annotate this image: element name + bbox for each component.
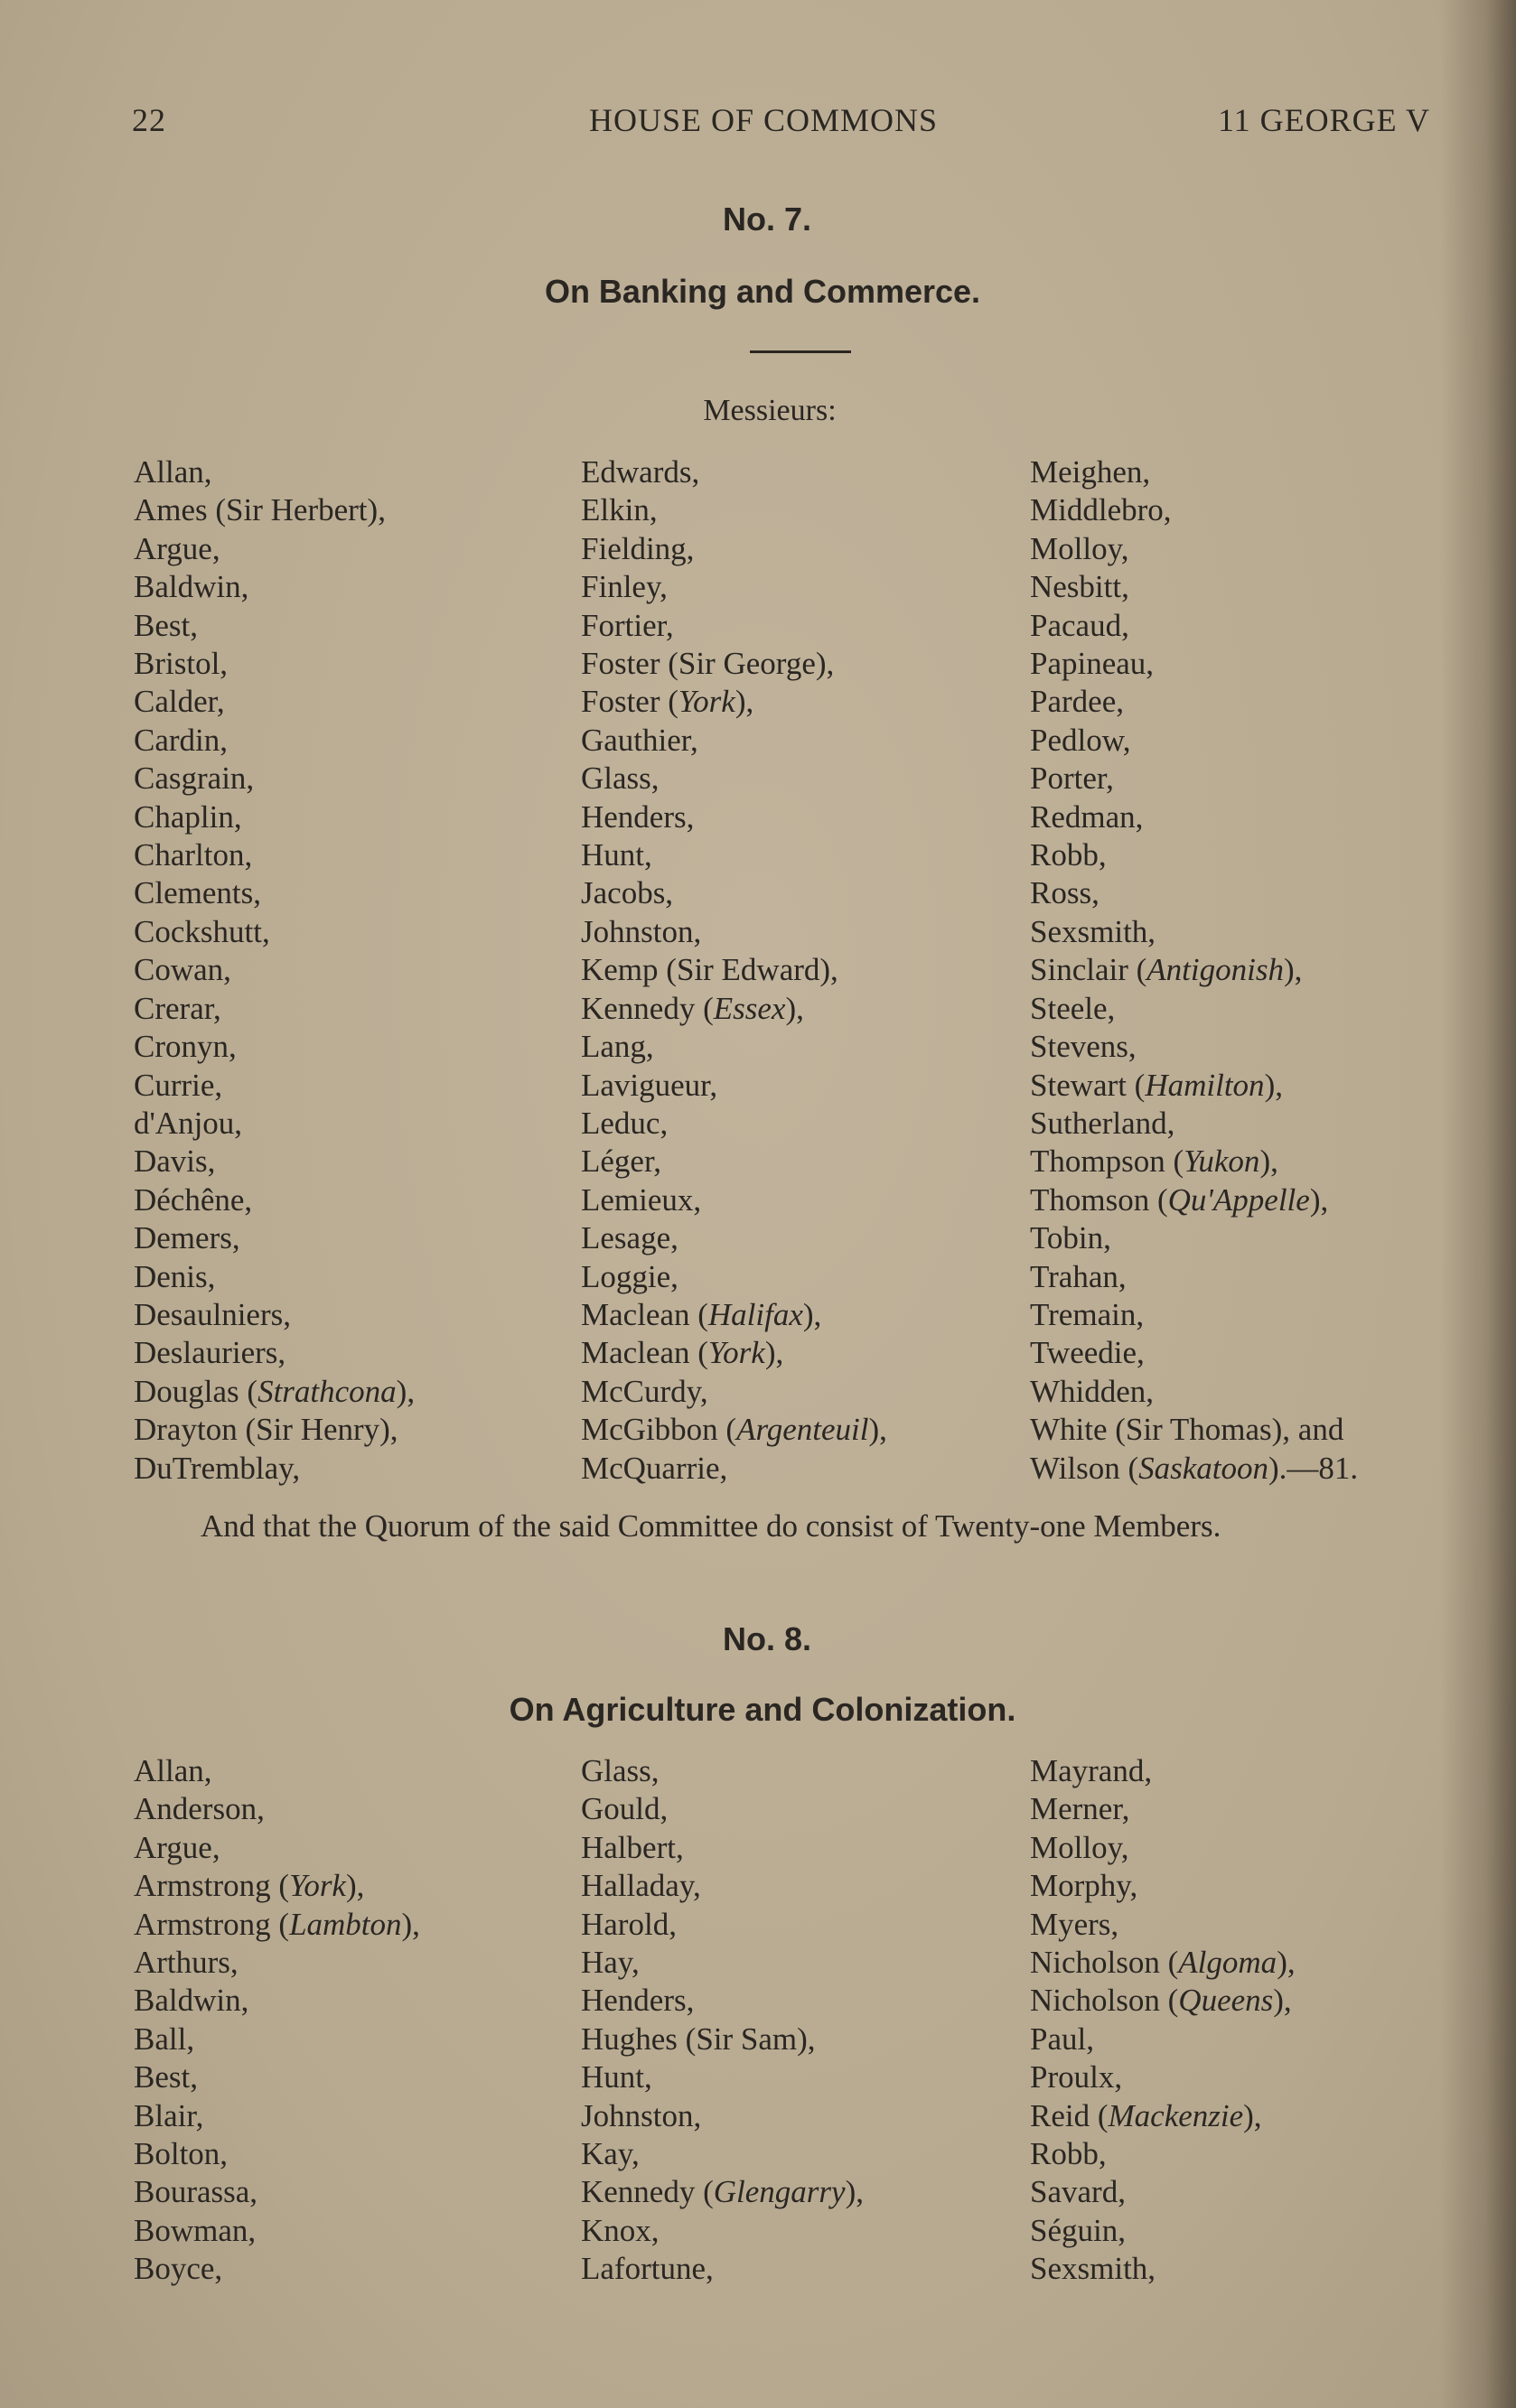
member-entry: Sexsmith, xyxy=(1030,2251,1156,2287)
member-entry: Nesbitt, xyxy=(1030,569,1129,605)
member-entry: Anderson, xyxy=(134,1791,265,1827)
committee-7-column-3 xyxy=(1030,453,1358,1488)
member-entry: Best, xyxy=(134,607,198,643)
running-header xyxy=(0,101,1516,146)
member-entry: Lafortune, xyxy=(581,2251,714,2287)
member-entry: Proulx, xyxy=(1030,2059,1123,2095)
member-entry: Reid (Mackenzie), xyxy=(1030,2097,1262,2133)
member-entry: Boyce, xyxy=(134,2251,223,2287)
member-entry: Henders, xyxy=(581,1983,695,2019)
member-entry: Paul, xyxy=(1030,2021,1094,2057)
member-entry: White (Sir Thomas), and xyxy=(1030,1412,1344,1448)
member-entry: Tweedie, xyxy=(1030,1335,1145,1371)
member-entry: Ball, xyxy=(134,2021,195,2057)
member-entry: Cardin, xyxy=(134,722,229,758)
member-entry: Deslauriers, xyxy=(134,1335,286,1371)
member-entry: Stewart (Hamilton), xyxy=(1030,1067,1283,1103)
member-entry: Meighen, xyxy=(1030,454,1151,490)
member-entry: Henders, xyxy=(581,798,695,835)
committee-8-column-3 xyxy=(1030,1752,1296,2289)
member-entry: Tremain, xyxy=(1030,1296,1145,1332)
member-entry: Savard, xyxy=(1030,2174,1126,2210)
committee-7-column-2 xyxy=(581,453,887,1488)
member-entry: Déchêne, xyxy=(134,1181,253,1218)
member-entry: Papineau, xyxy=(1030,646,1155,682)
member-entry: Drayton (Sir Henry), xyxy=(134,1412,398,1448)
committee-7-number: No. 7. xyxy=(722,201,811,238)
member-entry: Trahan, xyxy=(1030,1258,1127,1294)
member-entry: Johnston, xyxy=(581,2097,702,2133)
member-entry: Mayrand, xyxy=(1030,1753,1153,1788)
member-entry: Casgrain, xyxy=(134,761,255,797)
member-entry: Argue, xyxy=(134,530,220,566)
member-entry: Thompson (Yukon), xyxy=(1030,1143,1278,1180)
member-entry: Fortier, xyxy=(581,607,674,643)
member-entry: Sinclair (Antigonish), xyxy=(1030,952,1303,988)
member-entry: Lang, xyxy=(581,1029,654,1065)
member-entry: Wilson (Saskatoon).—81. xyxy=(1030,1450,1359,1486)
member-entry: Maclean (Halifax), xyxy=(581,1296,822,1332)
member-entry: Douglas (Strathcona), xyxy=(134,1373,416,1409)
member-entry: Redman, xyxy=(1030,798,1144,835)
committee-7-column-1 xyxy=(134,453,415,1488)
member-entry: Blair, xyxy=(134,2097,204,2133)
member-entry: Elkin, xyxy=(581,492,658,528)
header-title: HOUSE OF COMMONS xyxy=(589,102,939,138)
member-entry: Pardee, xyxy=(1030,684,1124,720)
header-session: 11 GEORGE V xyxy=(1218,102,1430,138)
committee-8-title: On Agriculture and Colonization. xyxy=(509,1691,1016,1728)
member-entry: Edwards, xyxy=(581,454,700,490)
page-number: 22 xyxy=(132,102,166,138)
member-entry: Bristol, xyxy=(134,646,229,682)
member-entry: Morphy, xyxy=(1030,1868,1138,1904)
member-entry: Pacaud, xyxy=(1030,607,1129,643)
member-entry: Loggie, xyxy=(581,1258,678,1294)
member-entry: Demers, xyxy=(134,1220,240,1256)
member-entry: Glass, xyxy=(581,761,660,797)
member-entry: Leduc, xyxy=(581,1105,669,1141)
member-entry: Denis, xyxy=(134,1258,216,1294)
member-entry: Stevens, xyxy=(1030,1029,1137,1065)
member-entry: Calder, xyxy=(134,684,225,720)
member-entry: Cockshutt, xyxy=(134,913,270,949)
member-entry: Crerar, xyxy=(134,990,221,1026)
title-rule xyxy=(750,350,851,353)
member-entry: Hughes (Sir Sam), xyxy=(581,2021,816,2057)
member-entry: Arthurs, xyxy=(134,1945,239,1981)
member-entry: Halbert, xyxy=(581,1829,684,1865)
member-entry: Middlebro, xyxy=(1030,492,1172,528)
member-entry: Whidden, xyxy=(1030,1373,1155,1409)
member-entry: Kay, xyxy=(581,2136,640,2172)
member-entry: Armstrong (Lambton), xyxy=(134,1906,420,1942)
member-entry: DuTremblay, xyxy=(134,1450,301,1486)
committee-8-column-1 xyxy=(134,1752,420,2289)
member-entry: Harold, xyxy=(581,1906,677,1942)
member-entry: Chaplin, xyxy=(134,798,242,835)
member-entry: Nicholson (Queens), xyxy=(1030,1983,1292,2019)
member-entry: Currie, xyxy=(134,1067,223,1103)
member-entry: Allan, xyxy=(134,1753,212,1788)
committee-8-number: No. 8. xyxy=(722,1620,811,1657)
member-entry: Kennedy (Glengarry), xyxy=(581,2174,864,2210)
member-entry: Glass, xyxy=(581,1753,660,1788)
member-entry: Best, xyxy=(134,2059,198,2095)
member-entry: Charlton, xyxy=(134,837,253,873)
member-entry: Finley, xyxy=(581,569,668,605)
member-entry: Pedlow, xyxy=(1030,722,1131,758)
member-entry: Porter, xyxy=(1030,761,1114,797)
member-entry: Cronyn, xyxy=(134,1029,237,1065)
member-entry: McCurdy, xyxy=(581,1373,708,1409)
member-entry: Thomson (Qu'Appelle), xyxy=(1030,1181,1329,1218)
member-entry: Lemieux, xyxy=(581,1181,702,1218)
member-entry: Foster (Sir George), xyxy=(581,646,835,682)
member-entry: Halladay, xyxy=(581,1868,701,1904)
member-entry: Desaulniers, xyxy=(134,1296,291,1332)
member-entry: Molloy, xyxy=(1030,1829,1129,1865)
member-entry: Gould, xyxy=(581,1791,669,1827)
member-entry: Tobin, xyxy=(1030,1220,1111,1256)
messieurs-label: Messieurs: xyxy=(703,394,837,427)
member-entry: Robb, xyxy=(1030,837,1107,873)
member-entry: Baldwin, xyxy=(134,1983,249,2019)
member-entry: Lesage, xyxy=(581,1220,678,1256)
member-entry: Armstrong (York), xyxy=(134,1868,365,1904)
member-entry: Ross, xyxy=(1030,875,1100,911)
member-entry: Maclean (York), xyxy=(581,1335,784,1371)
member-entry: Kemp (Sir Edward), xyxy=(581,952,838,988)
member-entry: Robb, xyxy=(1030,2136,1107,2172)
member-entry: Sutherland, xyxy=(1030,1105,1175,1141)
member-entry: Gauthier, xyxy=(581,722,698,758)
member-entry: Ames (Sir Herbert), xyxy=(134,492,386,528)
member-entry: Hunt, xyxy=(581,2059,652,2095)
member-entry: Séguin, xyxy=(1030,2212,1126,2248)
member-entry: Davis, xyxy=(134,1143,216,1180)
member-entry: Knox, xyxy=(581,2212,660,2248)
member-entry: Steele, xyxy=(1030,990,1116,1026)
member-entry: Kennedy (Essex), xyxy=(581,990,804,1026)
member-entry: Molloy, xyxy=(1030,530,1129,566)
committee-7-title: On Banking and Commerce. xyxy=(544,273,981,310)
member-entry: Nicholson (Algoma), xyxy=(1030,1945,1296,1981)
member-entry: McQuarrie, xyxy=(581,1450,728,1486)
member-entry: Bolton, xyxy=(134,2136,229,2172)
member-entry: Sexsmith, xyxy=(1030,913,1156,949)
member-entry: Hay, xyxy=(581,1945,640,1981)
member-entry: Merner, xyxy=(1030,1791,1130,1827)
member-entry: Allan, xyxy=(134,454,212,490)
member-entry: d'Anjou, xyxy=(134,1105,243,1141)
member-entry: Bowman, xyxy=(134,2212,257,2248)
member-entry: Bourassa, xyxy=(134,2174,258,2210)
member-entry: Johnston, xyxy=(581,913,702,949)
committee-8-column-2 xyxy=(581,1752,864,2289)
member-entry: Baldwin, xyxy=(134,569,249,605)
member-entry: Jacobs, xyxy=(581,875,674,911)
member-entry: Clements, xyxy=(134,875,261,911)
member-entry: Lavigueur, xyxy=(581,1067,718,1103)
member-entry: Argue, xyxy=(134,1829,220,1865)
member-entry: Foster (York), xyxy=(581,684,754,720)
quorum-statement: And that the Quorum of the said Committee do consist of Twenty-one Members. xyxy=(201,1508,1221,1544)
member-entry: Cowan, xyxy=(134,952,231,988)
member-entry: Léger, xyxy=(581,1143,661,1180)
member-entry: Fielding, xyxy=(581,530,695,566)
member-entry: McGibbon (Argenteuil), xyxy=(581,1412,887,1448)
member-entry: Myers, xyxy=(1030,1906,1119,1942)
member-entry: Hunt, xyxy=(581,837,652,873)
